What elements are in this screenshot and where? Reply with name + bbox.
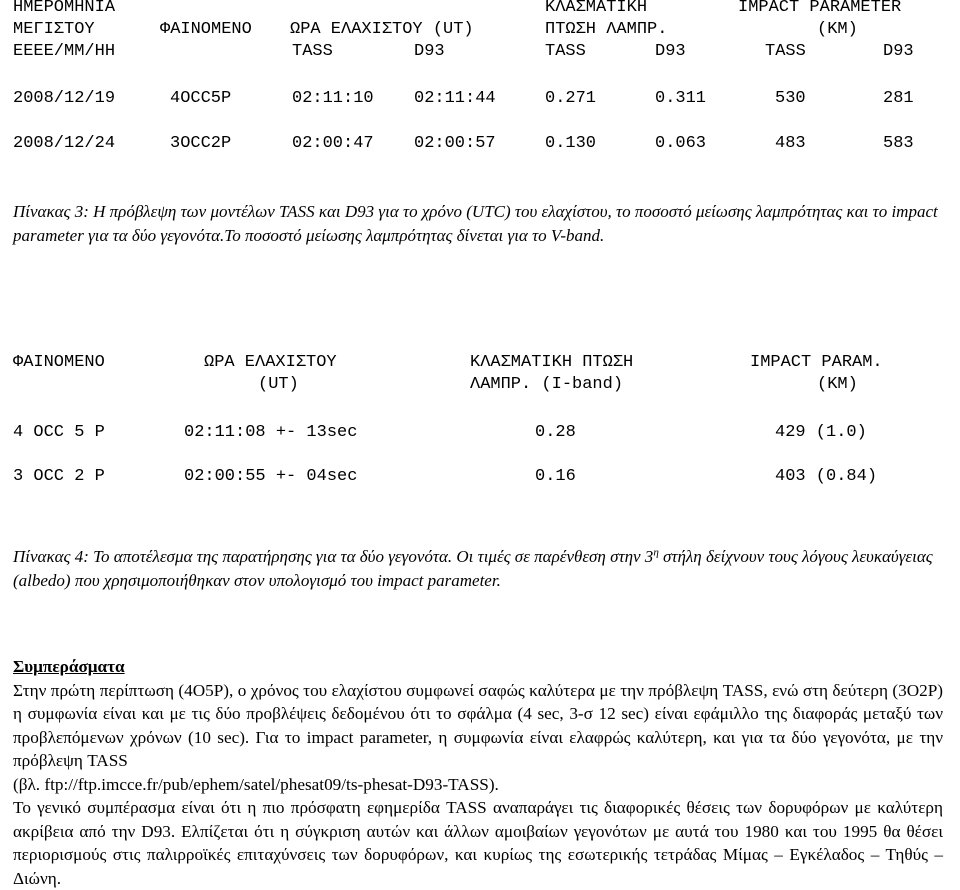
- t3-header-phenomenon: ΦΑΙΝΟΜΕΝΟ: [160, 20, 252, 39]
- t3-header-tass-2: TASS: [545, 42, 586, 61]
- conclusions-reference: [13, 773, 943, 797]
- table-4-caption: [13, 545, 958, 593]
- t4-header-fraction: ΚΛΑΣΜΑΤΙΚΗ ΠΤΩΣΗ: [470, 353, 634, 372]
- t3-r2-time-d93: 02:00:57: [414, 134, 496, 153]
- t3-r1-phenomenon: 4OCC5P: [170, 89, 232, 108]
- t3-header-fraction-l2: ΠΤΩΣΗ ΛΑΜΠΡ.: [545, 20, 668, 39]
- t3-r2-impact-d93: 583: [883, 134, 914, 153]
- conclusions-paragraph-2: Το γενικό συμπέρασμα είναι ότι η πιο πρόσφατη εφημερίδα TASS αναπαράγει τις διαφορικές θέσεις των δορυφόρων με καλύτερη ακρίβεια από την D93. Ελπίζεται ότι η σύγκριση αυτών και άλλων αμοιβαίων γεγονότων με αυτά του 1980 και του 1995 θα θέσει περιορισμούς στις παλιρροϊκές επιταχύνσεις των δορυφόρων, και κυρίως της εσωτερικής τετράδας Μίμας – Εγκέλαδος – Τηθύς – Διώνη.: [13, 798, 943, 888]
- t3-header-time: ΩΡΑ ΕΛΑΧΙΣΤΟΥ (UT): [290, 20, 474, 39]
- t3-r1-impact-d93: 281: [883, 89, 914, 108]
- conclusions-reference-text: (βλ. ftp://ftp.imcce.fr/pub/ephem/satel/phesat09/ts-phesat-D93-TASS).: [13, 774, 499, 794]
- t3-header-d93-2: D93: [655, 42, 686, 61]
- t4-header-impact-unit: (KM): [817, 375, 858, 394]
- t3-header-tass-1: TASS: [292, 42, 333, 61]
- t3-r2-impact-tass: 483: [775, 134, 806, 153]
- t4-caption-part2: στήλη δείχνουν τους λόγους λευκαύγειας (albedo) που χρησιμοποιήθηκαν στον υπολογισμό του impact parameter.: [13, 547, 933, 590]
- t3-header-fraction-l1: ΚΛΑΣΜΑΤΙΚΗ: [545, 0, 648, 17]
- t4-header-fraction-band: ΛΑΜΠΡ. (I-band): [470, 375, 624, 394]
- t4-r2-phenomenon: 3 OCC 2 P: [13, 467, 105, 486]
- t3-r1-frac-tass: 0.271: [545, 89, 597, 108]
- t4-r2-time: 02:00:55 +- 04sec: [184, 467, 358, 486]
- t3-r2-time-tass: 02:00:47: [292, 134, 374, 153]
- t3-r2-frac-d93: 0.063: [655, 134, 707, 153]
- t4-header-time-unit: (UT): [258, 375, 299, 394]
- t4-r1-fraction: 0.28: [535, 423, 576, 442]
- t4-r1-impact: 429 (1.0): [775, 423, 867, 442]
- conclusions-heading: Συμπεράσματα: [13, 657, 125, 676]
- table-3-caption: Πίνακας 3: Η πρόβλεψη των μοντέλων TASS και D93 για το χρόνο (UTC) του ελαχίστου, το ποσοστό μείωσης λαμπρότητας και το impact parameter για τα δύο γεγονότα.Το ποσοστό μείωσης λαμπρότητας δίνεται για το V-band.: [13, 202, 938, 245]
- t4-r1-phenomenon: 4 OCC 5 P: [13, 423, 105, 442]
- t4-r2-impact: 403 (0.84): [775, 467, 878, 486]
- t3-r1-time-tass: 02:11:10: [292, 89, 374, 108]
- t3-r1-impact-tass: 530: [775, 89, 806, 108]
- t3-r1-date: 2008/12/19: [13, 89, 116, 108]
- t3-r1-time-d93: 02:11:44: [414, 89, 496, 108]
- conclusions-paragraph-1: [13, 679, 943, 773]
- t4-r1-time: 02:11:08 +- 13sec: [184, 423, 358, 442]
- t3-header-d93-1: D93: [414, 42, 445, 61]
- t4-r2-fraction: 0.16: [535, 467, 576, 486]
- t4-caption-sup: η: [653, 546, 659, 559]
- conclusions-section: [13, 655, 943, 890]
- t3-header-date-l1: ΗΜΕΡΟΜΗΝΙΑ: [13, 0, 116, 17]
- t3-header-date-l2: ΜΕΓΙΣΤΟΥ: [13, 20, 95, 39]
- t3-header-tass-3: TASS: [765, 42, 806, 61]
- t3-header-impact-unit: (KM): [817, 20, 858, 39]
- t4-header-impact: IMPACT PARAM.: [750, 353, 883, 372]
- t3-r2-phenomenon: 3OCC2P: [170, 134, 232, 153]
- t3-header-impact-l1: IMPACT PARAMETER: [738, 0, 902, 17]
- t3-r2-frac-tass: 0.130: [545, 134, 597, 153]
- t3-r1-frac-d93: 0.311: [655, 89, 707, 108]
- t4-caption-part1: Πίνακας 4: Το αποτέλεσμα της παρατήρησης για τα δύο γεγονότα. Οι τιμές σε παρένθεση στην 3: [13, 547, 654, 566]
- t3-header-d93-3: D93: [883, 42, 914, 61]
- t4-header-phenomenon: ΦΑΙΝΟΜΕΝΟ: [13, 353, 105, 372]
- t3-r2-date: 2008/12/24: [13, 134, 116, 153]
- t4-header-time: ΩΡΑ ΕΛΑΧΙΣΤΟΥ: [204, 353, 337, 372]
- conclusions-paragraph-1-text: Στην πρώτη περίπτωση (4O5P), ο χρόνος του ελαχίστου συμφωνεί σαφώς καλύτερα με την πρόβλεψη TASS, ενώ στη δεύτερη (3O2P) η συμφωνία είναι και με τις δύο προβλέψεις δεδομένου ότι το σφάλμα (4 sec, 3-σ 12 sec) είναι εφάμιλλο της διαφοράς μεταξύ των προβλεπόμενων χρόνων (10 sec). Για το impact parameter, η συμφωνία είναι ελαφρώς καλύτερη, και για τα δύο γεγονότα, με την πρόβλεψη TASS: [13, 680, 943, 770]
- t3-header-date-format: ΕΕΕΕ/ΜΜ/ΗΗ: [13, 42, 116, 61]
